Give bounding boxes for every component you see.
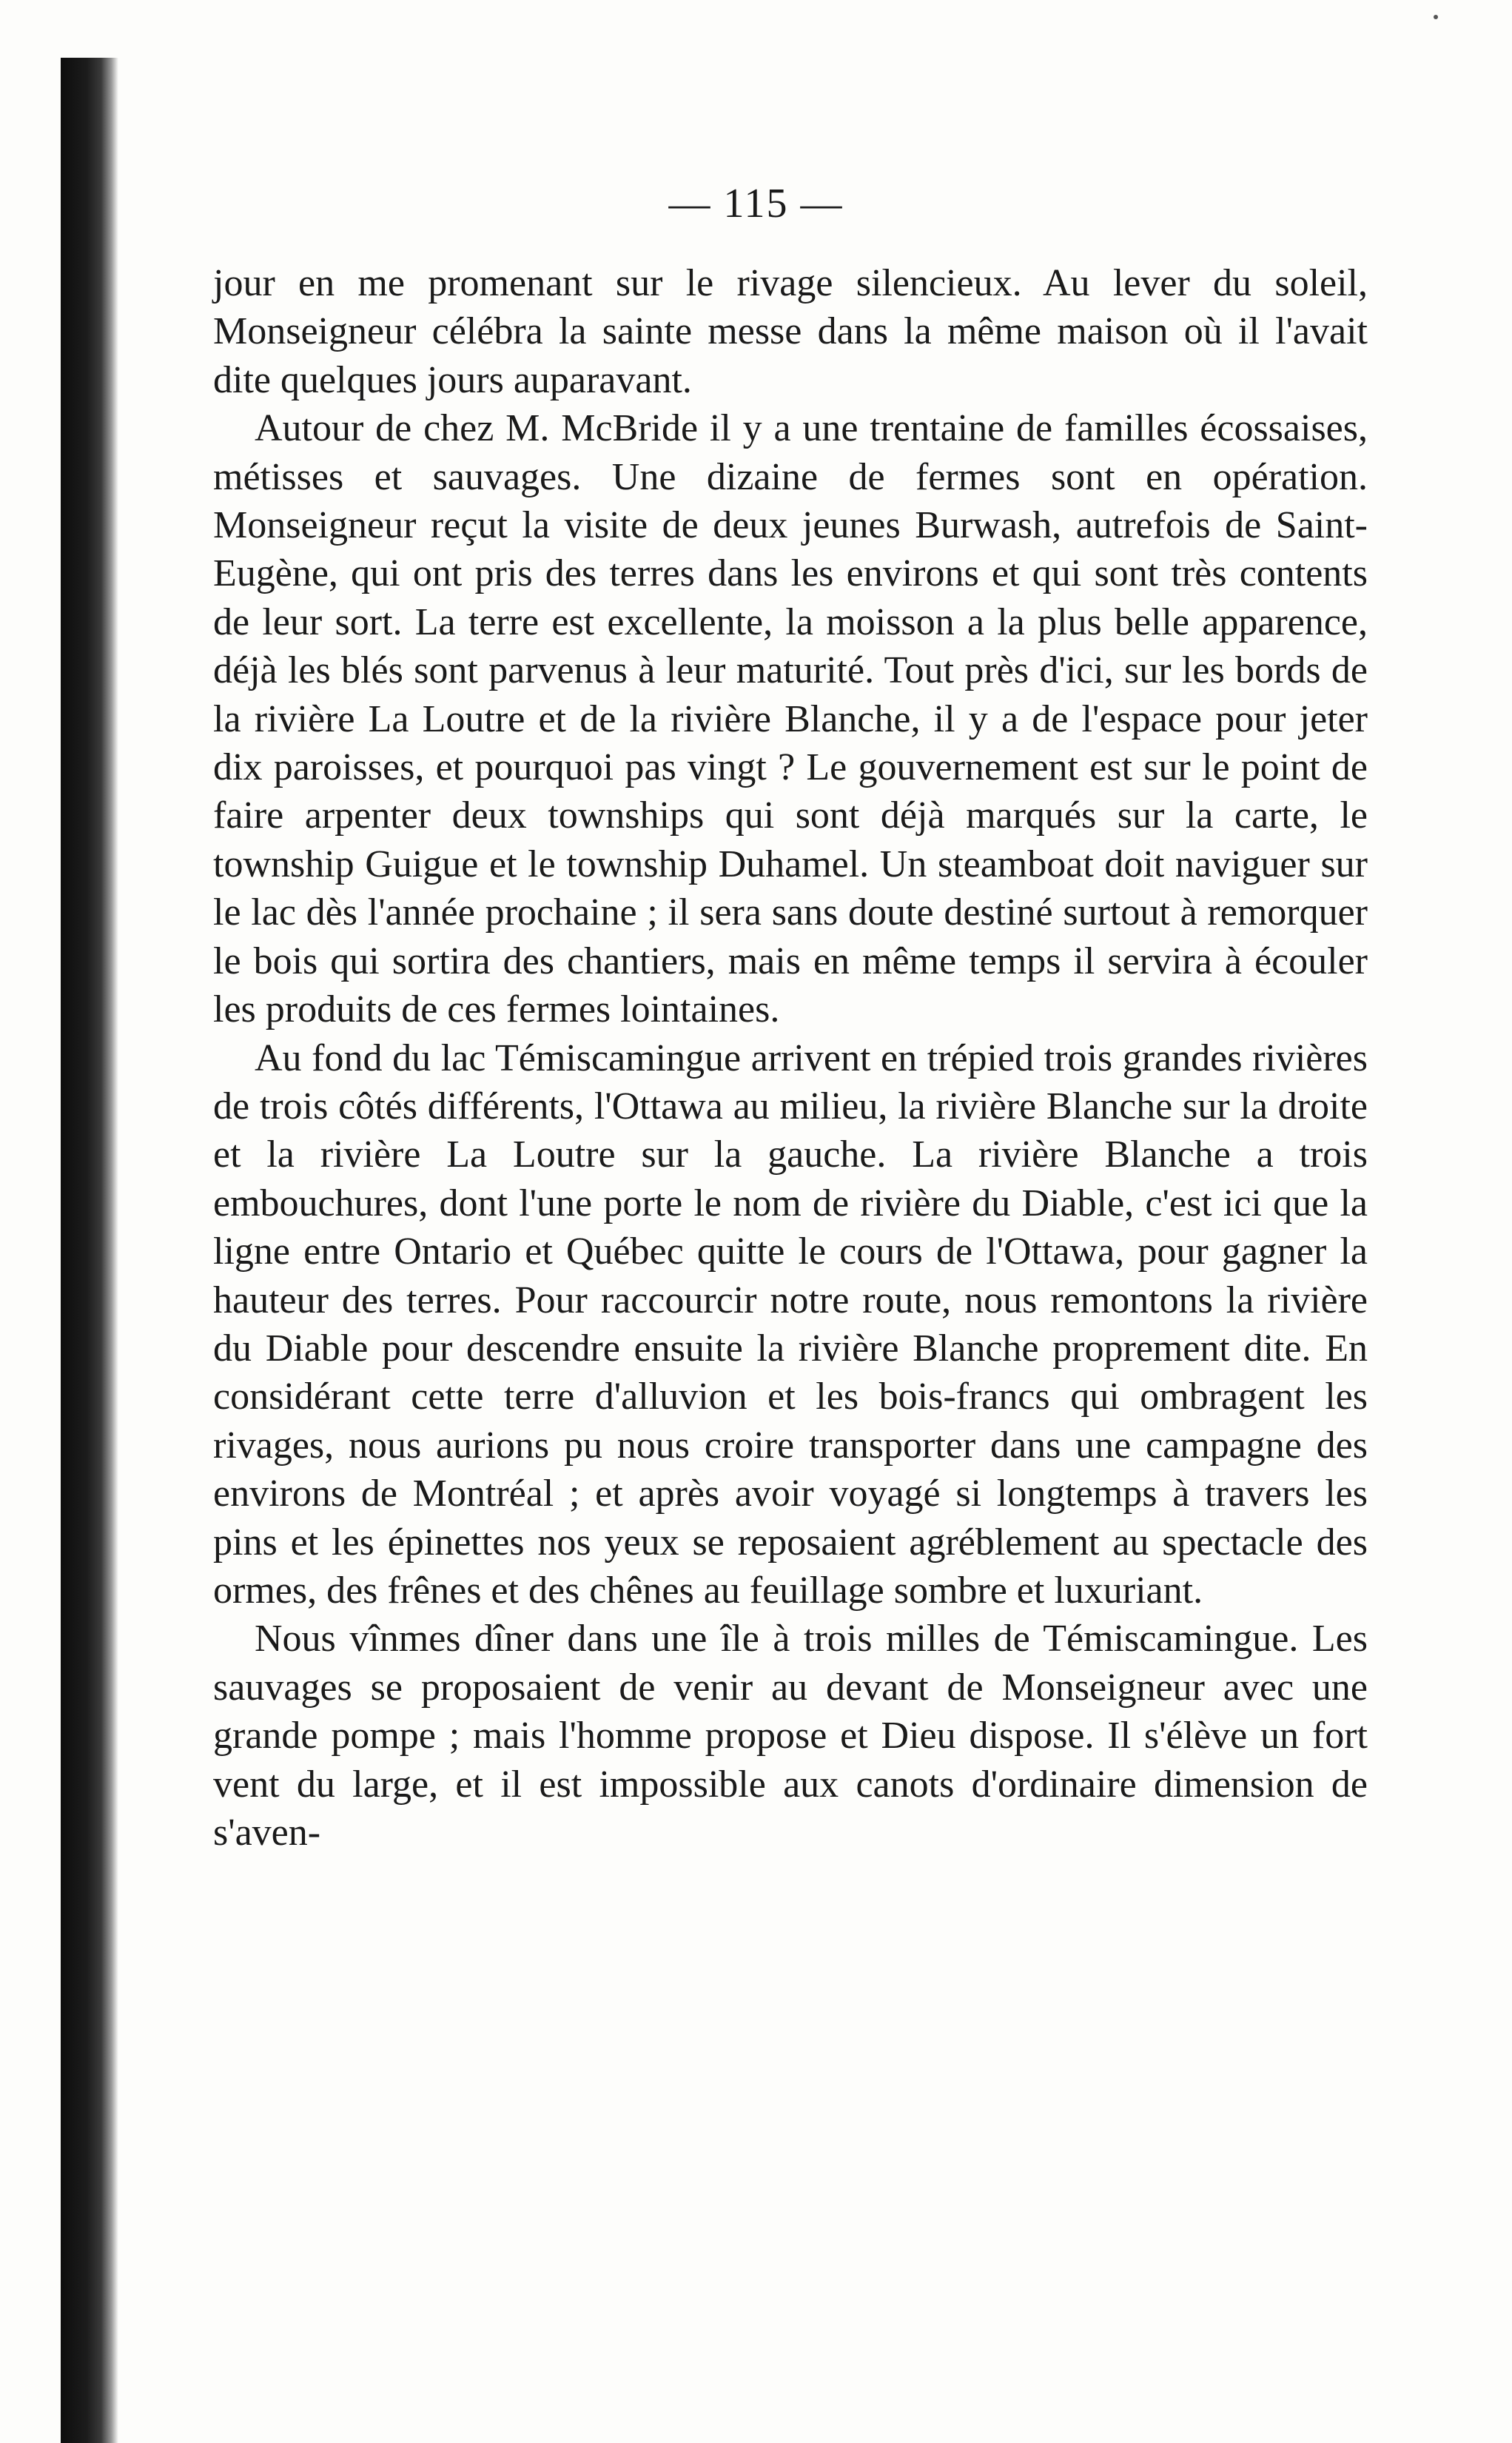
book-binding-shadow [61,58,118,2443]
page-number: — 115 — [668,181,844,227]
paragraph-4: Nous vînmes dîner dans une île à trois milles de Témiscamingue. Les sauvages se proposaient de venir au devant de Monseigneur avec une grande pompe ; mais l'homme propose et Dieu dispose. Il s'élève un fort vent du large, et il est impossible aux canots d'ordinaire dimension de s'aven- [213,1618,1368,1854]
paragraph-1: jour en me promenant sur le rivage silencieux. Au lever du soleil, Monseigneur célébra la sainte messe dans la même maison où il l'avait dite quelques jours auparavant. [213,262,1368,401]
paragraph-2: Autour de chez M. McBride il y a une trentaine de familles écossaises, métisses et sauvages. Une dizaine de fermes sont en opération. Monseigneur reçut la visite de deux jeunes Burwash, autrefois de Saint-Eugène, qui ont pris des terres dans les environs et qui sont très contents de leur sort. La terre est excellente, la moisson a la plus belle apparence, déjà les blés sont parvenus à leur maturité. Tout près d'ici, sur les bords de la rivière La Loutre et de la rivière Blanche, il y a de l'espace pour jeter dix paroisses, et pourquoi pas vingt ? Le gouvernement est sur le point de faire arpenter deux townships qui sont déjà marqués sur la carte, le township Guigue et le township Duhamel. Un steamboat doit naviguer sur le lac dès l'année prochaine ; il sera sans doute destiné surtout à remorquer le bois qui sortira des chantiers, mais en même temps il servira à écouler les produits de ces fermes lointaines. [213,407,1368,1031]
page-body [213,259,1368,1857]
paragraph-3: Au fond du lac Témiscamingue arrivent en trépied trois grandes rivières de trois côtés différents, l'Ottawa au milieu, la rivière Blanche sur la droite et la rivière La Loutre sur la gauche. La rivière Blanche a trois embouchures, dont l'une porte le nom de rivière du Diable, c'est ici que la ligne entre Ontario et Québec quitte le cours de l'Ottawa, pour gagner la hauteur des terres. Pour raccourcir notre route, nous remontons la rivière du Diable pour descendre ensuite la rivière Blanche proprement dite. En considérant cette terre d'alluvion et les bois-francs qui ombragent les rivages, nous aurions pu nous croire transporter dans une campagne des environs de Montréal ; et après avoir voyagé si longtemps à travers les pins et les épinettes nos yeux se reposaient agréblement au spectacle des ormes, des frênes et des chênes au feuillage sombre et luxuriant. [213,1036,1368,1612]
ink-speck [1434,15,1438,19]
